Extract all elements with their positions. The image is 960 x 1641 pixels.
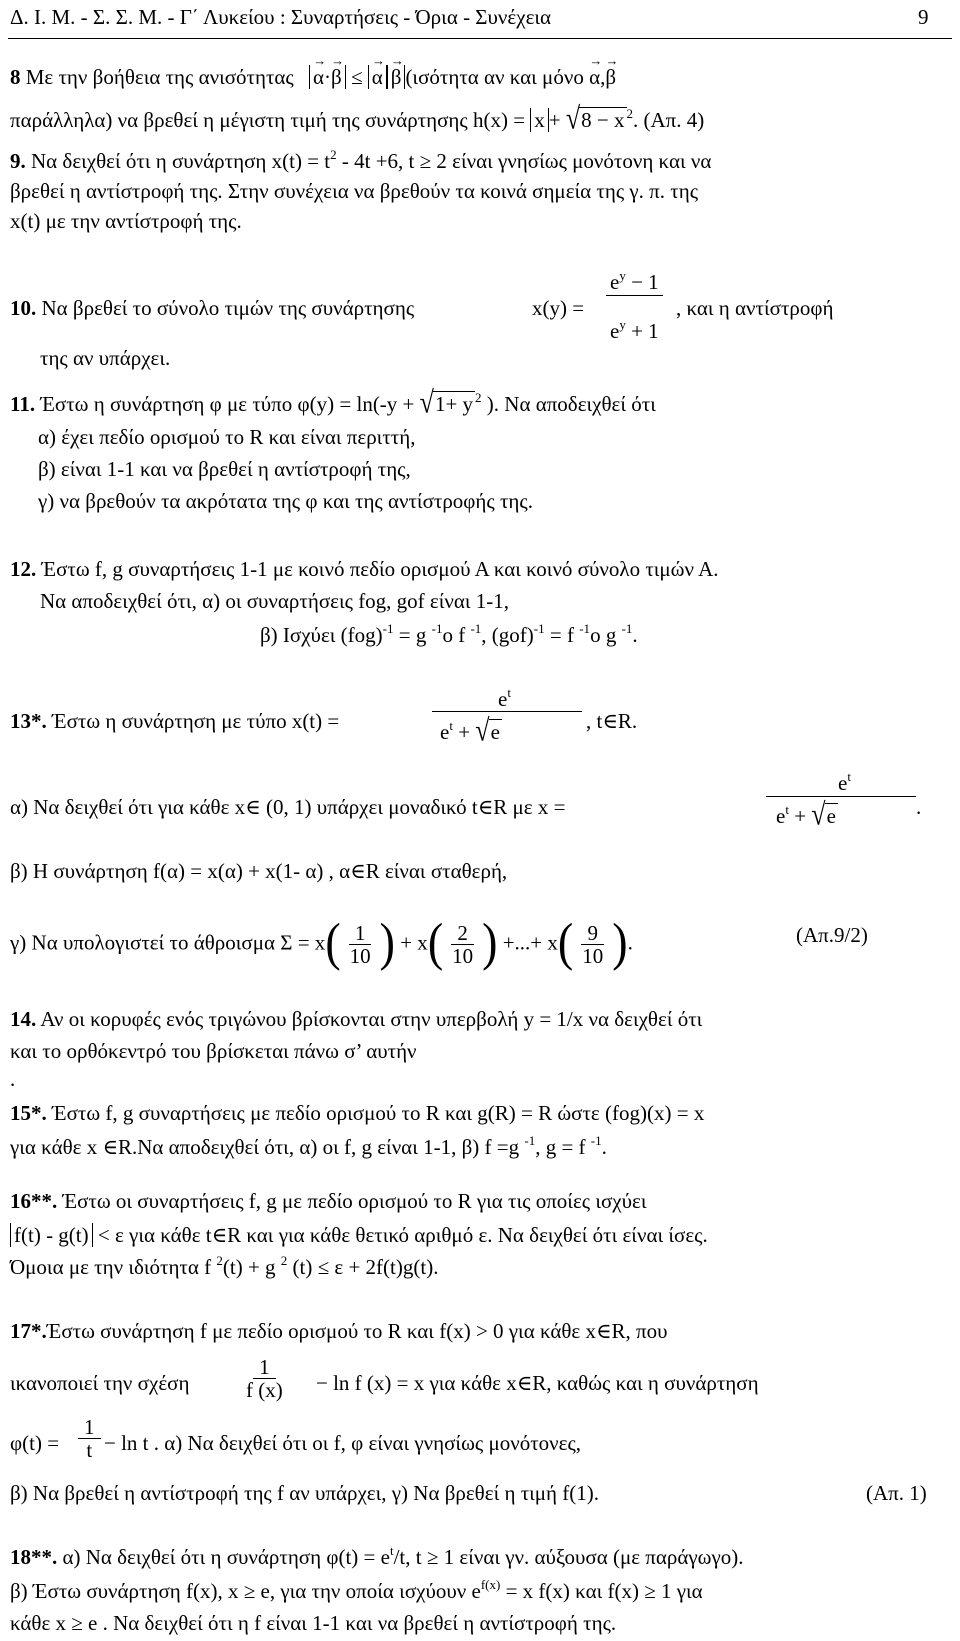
exercise-9-number: 9. xyxy=(10,149,26,173)
exercise-13-c: γ) Να υπολογιστεί το άθροισμα Σ = x( $\frac{1}{10}$ ) + x( $\frac{2}{10}$ ) +...+ x( $\frac{9}{10}$ ). xyxy=(10,912,633,972)
exercise-11-line1: 11. Έστω η συνάρτηση φ με τύπο φ(y) = ln(-y + √1+ y $^2$ ). Να αποδειχθεί ότι xyxy=(10,385,656,420)
exercise-10-line2: της αν υπάρχει. xyxy=(40,346,171,370)
exercise-12-line2: Να αποδειχθεί ότι, α) οι συναρτήσεις fog, gof είναι 1-1, xyxy=(40,589,510,613)
exercise-8-line1: 8 Με την βοήθεια της ανισότητας → α·→ β ≤ → α→ β (ισότητα αν και μόνο → α,→ β xyxy=(10,64,616,90)
exercise-11-number: 11. xyxy=(10,392,36,416)
abs-alpha: → α xyxy=(368,65,387,89)
exercise-16-line1: 16**. Έστω οι συναρτήσεις f, g με πεδίο ορισμού το R για τις οποίες ισχύει xyxy=(10,1189,647,1213)
exercise-17-number: 17*. xyxy=(10,1319,47,1343)
abs-beta: → β xyxy=(387,65,406,89)
header-rule xyxy=(8,38,952,39)
exercise-17-answer: (Απ. 1) xyxy=(866,1481,927,1505)
exercise-14-line1: 14. Αν οι κορυφές ενός τριγώνου βρίσκονται στην υπερβολή y = 1/x να δειχθεί ότι xyxy=(10,1007,703,1031)
exercise-15-number: 15*. xyxy=(10,1101,47,1125)
exercise-13-domain: , t∈R. xyxy=(586,709,638,733)
exercise-13-line1: 13*. Έστω η συνάρτηση με τύπο x(t) = xyxy=(10,709,340,733)
exercise-9-line1: 9. Να δειχθεί ότι η συνάρτηση $x(t) = t^2 - 4t +6$, t ≥ 2 είναι γνησίως μονότονη και να xyxy=(10,147,712,173)
exercise-9-line3: x(t) με την αντίστροφή της. xyxy=(10,209,242,233)
exercise-17-phi-fraction: $\frac{1}{t}$ xyxy=(78,1416,101,1461)
exercise-18-line2: β) Έστω συνάρτηση f(x), x ≥ e, για την οποία ισχύουν $e^{f(x)} = x$ f(x) και f(x) ≥ 1 για xyxy=(10,1577,703,1603)
exercise-18-number: 18**. xyxy=(10,1545,58,1569)
exercise-10-function: x(y) = xyxy=(532,296,585,320)
exercise-13-numerator: $e^t$ xyxy=(498,685,511,711)
exercise-13-answer: (Απ.9/2) xyxy=(796,923,868,947)
exercise-13-denominator: $e^t + √e$ xyxy=(440,713,500,748)
exercise-17-line1: 17*.Έστω συνάρτηση f με πεδίο ορισμού το R και f(x) > 0 για κάθε x∈R, που xyxy=(10,1319,668,1343)
period: . xyxy=(916,795,922,819)
exercise-10-tail: , και η αντίστροφή xyxy=(676,296,834,320)
exercise-14-number: 14. xyxy=(10,1007,37,1031)
fraction-bar xyxy=(432,711,582,712)
exercise-17-fraction: $\frac{1}{f (x)}$ xyxy=(246,1355,283,1402)
exercise-15-line2: για κάθε x ∈R.Να αποδειχθεί ότι, α) οι f, g είναι 1-1, β) f =g $^{-1}$, g = f $^{-1}$. xyxy=(10,1133,607,1159)
exercise-12-number: 12. xyxy=(10,557,37,581)
exercise-13-b: β) Η συνάρτηση f(α) = x(α) + x(1- α) , α∈R είναι σταθερή, xyxy=(10,859,508,883)
exercise-14-line2: και το ορθόκεντρό του βρίσκεται πάνω σ’ αυτήν xyxy=(10,1039,417,1063)
exercise-13-a-denominator: $e^t + √e$ xyxy=(776,797,836,832)
exercise-14-line3: . xyxy=(10,1067,16,1091)
running-header: Δ. Ι. Μ. - Σ. Σ. Μ. - Γ΄ Λυκείου : Συναρτήσεις - Όρια - Συνέχεια xyxy=(10,5,552,29)
exercise-11-b: β) είναι 1-1 και να βρεθεί η αντίστροφή της, xyxy=(38,457,411,481)
exercise-10-denominator: $e^y + 1$ xyxy=(610,317,659,343)
exercise-18-line3: κάθε x ≥ e . Να δειχθεί ότι η f είναι 1-1 και να βρεθεί η αντίστροφή της. xyxy=(10,1611,617,1635)
exercise-16-line2: f(t) - g(t) < ε για κάθε t∈R και για κάθε θετικό αριθμό ε. Να δειχθεί ότι είναι ίσες. xyxy=(10,1222,708,1248)
fraction-bar xyxy=(766,796,916,797)
exercise-18-line1: 18**. α) Να δειχθεί ότι η συνάρτηση $\varphi(t) = e^t/t$, t ≥ 1 είναι γν. αύξουσα (με παράγωγο). xyxy=(10,1543,744,1569)
exercise-17-phi: φ(t) = xyxy=(10,1431,60,1455)
page-number: 9 xyxy=(918,5,929,29)
exercise-17-line2-tail: − ln f (x) = x για κάθε x∈R, καθώς και η συνάρτηση xyxy=(316,1371,759,1395)
exercise-17-line2: ικανοποιεί την σχέση xyxy=(10,1371,190,1395)
exercise-16-line3: Όμοια με την ιδιότητα f $^2$(t) + g $^2$ (t) ≤ ε + 2f(t)g(t). xyxy=(10,1253,439,1279)
exercise-17-line3-tail: − ln t . α) Να δειχθεί ότι οι f, φ είναι γνησίως μονότονες, xyxy=(104,1431,582,1455)
exercise-12-line1: 12. Έστω f, g συναρτήσεις 1-1 με κοινό πεδίο ορισμού Α και κοινό σύνολο τιμών Α. xyxy=(10,557,719,581)
exercise-13-a: α) Να δειχθεί ότι για κάθε x∈ (0, 1) υπάρχει μοναδικό t∈R με x = xyxy=(10,795,566,819)
exercise-13-a-numerator: $e^t$ xyxy=(838,769,851,795)
exercise-16-number: 16**. xyxy=(10,1189,58,1213)
exercise-11-a: α) έχει πεδίο ορισμού το R και είναι περιττή, xyxy=(38,425,416,449)
abs-alpha-beta: → α·→ β xyxy=(309,65,346,89)
exercise-17-line4: β) Να βρεθεί η αντίστροφή της f αν υπάρχει, γ) Να βρεθεί η τιμή f(1). xyxy=(10,1481,600,1505)
exercise-10-number: 10. xyxy=(10,296,37,320)
exercise-13-number: 13*. xyxy=(10,709,47,733)
exercise-8-number: 8 xyxy=(10,65,21,89)
exercise-11-c: γ) να βρεθούν τα ακρότατα της φ και της αντίστροφής της. xyxy=(38,489,533,513)
exercise-12-line3: β) Ισχύει (fog)$^{-1}$ = g $^{-1}$o f $^{-1}$, (gof)$^{-1}$ = f $^{-1}$o g $^{-1}$. xyxy=(260,621,638,647)
exercise-10-line1: 10. Να βρεθεί το σύνολο τιμών της συνάρτησης xyxy=(10,296,415,320)
exercise-9-line2: βρεθεί η αντίστροφή της. Στην συνέχεια να βρεθούν τα κοινά σημεία της γ. π. της xyxy=(10,179,699,203)
exercise-10-numerator: $e^y - 1$ xyxy=(606,269,663,296)
exercise-8-line2: παράλληλα) να βρεθεί η μέγιστη τιμή της συνάρτησης h(x) = x + √8 − x $^2$. (Απ. 4) xyxy=(10,101,705,136)
exercise-15-line1: 15*. Έστω f, g συναρτήσεις με πεδίο ορισμού το R και g(R) = R ώστε (fog)(x) = x xyxy=(10,1101,705,1125)
